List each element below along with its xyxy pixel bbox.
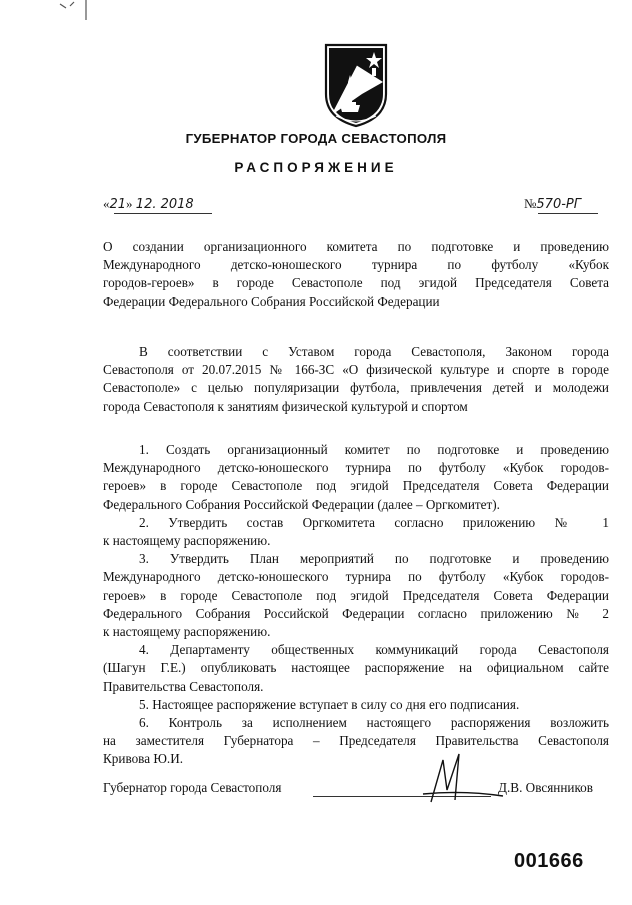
item-line: 4. Департаменту общественных коммуникаций города Севастополя xyxy=(139,642,609,658)
subject-line: Федерации Федерального Собрания Российской Федерации xyxy=(103,293,440,309)
signatory-title: Губернатор города Севастополя xyxy=(103,780,282,795)
preamble-line: В соответствии с Уставом города Севастополя, Законом города xyxy=(139,344,609,359)
item-line: Международного детско-юношеского турнира по футболу «Кубок городов- xyxy=(103,569,609,585)
list-item xyxy=(103,641,609,696)
date-quote-open: « xyxy=(103,196,110,211)
item-line: Кривова Ю.И. xyxy=(103,751,184,767)
document-type: РАСПОРЯЖЕНИЕ xyxy=(234,160,398,175)
item-line: Правительства Севастополя. xyxy=(103,678,264,694)
signature-block xyxy=(103,780,609,820)
item-line: 1. Создать организационный комитет по подготовке и проведению xyxy=(139,442,609,457)
list-item xyxy=(103,514,609,550)
item-line: к настоящему распоряжению. xyxy=(103,533,271,549)
preamble-line: Севастополя от 20.07.2015 № 166-ЗС «О физической культуре и спорте в городе xyxy=(103,362,609,378)
document-subject xyxy=(103,238,609,311)
number-value: 570-РГ xyxy=(536,197,581,212)
date-underline xyxy=(114,213,212,214)
item-line: 2. Утвердить состав Оргкомитета согласно приложению № 1 xyxy=(139,514,609,530)
document-preamble xyxy=(103,343,609,416)
scan-mark xyxy=(52,0,102,22)
item-line: героев» в городе Севастополе под эгидой Председателя Совета Федерации xyxy=(103,587,609,603)
document-number xyxy=(524,196,581,212)
list-item xyxy=(103,714,609,769)
date-day: 21 xyxy=(109,197,127,212)
date-quote-close: » xyxy=(126,196,133,211)
item-line: 6. Контроль за исполнением настоящего распоряжения возложить xyxy=(139,715,609,731)
preamble-line: города Севастополя к занятиям физической культурой и спортом xyxy=(103,398,468,414)
date-month-year: 12. 2018 xyxy=(135,197,194,212)
item-line: (Шагун Г.Е.) опубликовать настоящее распоряжение на официальном сайте xyxy=(103,660,609,676)
item-line: на заместителя Губернатора – Председателя Правительства Севастополя xyxy=(103,733,609,749)
document-items xyxy=(103,441,609,769)
item-line: Международного детско-юношеского турнира по футболу «Кубок городов- xyxy=(103,460,609,476)
handwritten-signature xyxy=(403,750,513,810)
item-line: к настоящему распоряжению. xyxy=(103,624,271,640)
list-item xyxy=(103,696,609,714)
item-line: 5. Настоящее распоряжение вступает в силу со дня его подписания. xyxy=(139,696,520,712)
item-line: героев» в городе Севастополе под эгидой Председателя Совета Федерации xyxy=(103,478,609,494)
preamble-line: Севастополе» с целью популяризации футбола, привлечения детей и молодежи xyxy=(103,380,609,396)
item-line: Федерального Собрания Российской Федерации (далее – Оргкомитет). xyxy=(103,496,500,512)
item-line: 3. Утвердить План мероприятий по подготовке и проведению xyxy=(139,551,609,567)
subject-line: Международного детско-юношеского турнира по футболу «Кубок xyxy=(103,257,609,273)
number-prefix: № xyxy=(524,196,537,211)
list-item xyxy=(103,550,609,641)
subject-line: О создании организационного комитета по подготовке и проведению xyxy=(103,239,609,254)
number-underline xyxy=(538,213,598,214)
list-item xyxy=(103,441,609,514)
subject-line: городов-героев» в городе Севастополе под эгидой Председателя Совета xyxy=(103,275,609,291)
coat-of-arms-icon xyxy=(322,42,390,128)
document-date xyxy=(103,196,194,212)
signatory-name: Д.В. Овсянников xyxy=(498,780,594,795)
serial-number: 001666 xyxy=(514,850,584,872)
item-line: Федерального Собрания Российской Федерации согласно приложению № 2 xyxy=(103,605,609,621)
issuing-authority: ГУБЕРНАТОР ГОРОДА СЕВАСТОПОЛЯ xyxy=(185,131,447,146)
